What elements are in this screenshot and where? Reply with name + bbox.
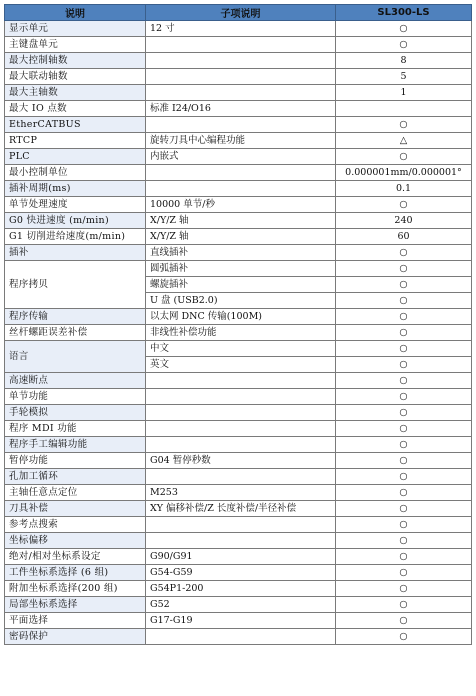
row-description: 平面选择 [5, 613, 146, 629]
table-row [5, 133, 472, 149]
row-sub-item [146, 181, 336, 197]
row-value: ○ [336, 405, 472, 421]
row-description: 显示单元 [5, 21, 146, 37]
table-row [5, 517, 472, 533]
row-value: ○ [336, 357, 472, 373]
row-description: 绝对/相对坐标系设定 [5, 549, 146, 565]
row-description: 参考点搜索 [5, 517, 146, 533]
row-value: 5 [336, 69, 472, 85]
row-value: ○ [336, 245, 472, 261]
row-value: ○ [336, 277, 472, 293]
row-sub-item: G52 [146, 597, 336, 613]
row-sub-item [146, 469, 336, 485]
table-row [5, 261, 472, 277]
table-row [5, 613, 472, 629]
row-value: ○ [336, 469, 472, 485]
row-value: ○ [336, 565, 472, 581]
table-row [5, 53, 472, 69]
table-row [5, 485, 472, 501]
table-row [5, 37, 472, 53]
row-description: 最大 IO 点数 [5, 101, 146, 117]
row-description: 插补周期(ms) [5, 181, 146, 197]
row-value: ○ [336, 149, 472, 165]
table-row [5, 469, 472, 485]
row-description: 高速断点 [5, 373, 146, 389]
table-row [5, 501, 472, 517]
table-row [5, 421, 472, 437]
row-sub-item: 螺旋插补 [146, 277, 336, 293]
row-description: 刀具补偿 [5, 501, 146, 517]
row-sub-item: 以太网 DNC 传输(100M) [146, 309, 336, 325]
row-sub-item [146, 53, 336, 69]
table-row [5, 197, 472, 213]
row-description: 程序手工编辑功能 [5, 437, 146, 453]
row-description: 最大控制轴数 [5, 53, 146, 69]
row-value: ○ [336, 37, 472, 53]
row-sub-item [146, 629, 336, 645]
table-row [5, 213, 472, 229]
row-description: 最大联动轴数 [5, 69, 146, 85]
table-row [5, 325, 472, 341]
row-value: ○ [336, 21, 472, 37]
row-description: 丝杆螺距误差补偿 [5, 325, 146, 341]
row-sub-item [146, 389, 336, 405]
row-value: ○ [336, 597, 472, 613]
row-sub-item: 非线性补偿功能 [146, 325, 336, 341]
row-description: G1 切削进给速度(m/min) [5, 229, 146, 245]
row-sub-item: 直线插补 [146, 245, 336, 261]
row-description: 程序 MDI 功能 [5, 421, 146, 437]
row-sub-item: G54P1-200 [146, 581, 336, 597]
table-row [5, 165, 472, 181]
row-sub-item: 圆弧插补 [146, 261, 336, 277]
row-sub-item: 中文 [146, 341, 336, 357]
table-row [5, 373, 472, 389]
row-value [336, 101, 472, 117]
row-value: 0.000001mm/0.000001° [336, 165, 472, 181]
table-row [5, 565, 472, 581]
table-row [5, 21, 472, 37]
table-row [5, 181, 472, 197]
table-row [5, 149, 472, 165]
row-description: 语言 [5, 341, 146, 373]
row-sub-item: G90/G91 [146, 549, 336, 565]
table-row [5, 309, 472, 325]
table-row [5, 69, 472, 85]
row-description: 程序传输 [5, 309, 146, 325]
row-value: ○ [336, 325, 472, 341]
row-sub-item: 英文 [146, 357, 336, 373]
row-sub-item: X/Y/Z 轴 [146, 213, 336, 229]
row-sub-item: 12 寸 [146, 21, 336, 37]
row-sub-item: 内嵌式 [146, 149, 336, 165]
row-sub-item [146, 437, 336, 453]
table-row [5, 341, 472, 357]
row-sub-item [146, 37, 336, 53]
spec-table [4, 4, 472, 645]
row-value: ○ [336, 613, 472, 629]
row-value: ○ [336, 117, 472, 133]
row-sub-item: 10000 单节/秒 [146, 197, 336, 213]
row-value: 240 [336, 213, 472, 229]
row-description: 手轮模拟 [5, 405, 146, 421]
row-description: 插补 [5, 245, 146, 261]
row-description: RTCP [5, 133, 146, 149]
row-description: 单节处理速度 [5, 197, 146, 213]
row-sub-item [146, 165, 336, 181]
row-sub-item: XY 偏移补偿/Z 长度补偿/半径补偿 [146, 501, 336, 517]
row-description: EtherCATBUS [5, 117, 146, 133]
table-row [5, 117, 472, 133]
row-description: 程序拷贝 [5, 261, 146, 309]
row-sub-item: U 盘 (USB2.0) [146, 293, 336, 309]
row-description: 密码保护 [5, 629, 146, 645]
row-description: G0 快进速度 (m/min) [5, 213, 146, 229]
row-value: ○ [336, 437, 472, 453]
table-row [5, 245, 472, 261]
row-sub-item [146, 421, 336, 437]
table-row [5, 405, 472, 421]
row-value: ○ [336, 293, 472, 309]
row-sub-item [146, 117, 336, 133]
table-row [5, 229, 472, 245]
row-value: 8 [336, 53, 472, 69]
row-value: ○ [336, 581, 472, 597]
row-sub-item [146, 373, 336, 389]
row-sub-item: M253 [146, 485, 336, 501]
row-value: ○ [336, 421, 472, 437]
table-row [5, 453, 472, 469]
table-body [5, 21, 472, 645]
header-model: SL300-LS [336, 5, 472, 21]
row-sub-item [146, 85, 336, 101]
row-description: 孔加工循环 [5, 469, 146, 485]
row-value: ○ [336, 485, 472, 501]
table-row [5, 533, 472, 549]
table-row [5, 549, 472, 565]
row-value: ○ [336, 261, 472, 277]
row-value: ○ [336, 533, 472, 549]
row-value: ○ [336, 517, 472, 533]
row-description: 主轴任意点定位 [5, 485, 146, 501]
row-description: 工件坐标系选择 (6 组) [5, 565, 146, 581]
row-value: 1 [336, 85, 472, 101]
row-description: 最大主轴数 [5, 85, 146, 101]
table-row [5, 437, 472, 453]
table-row [5, 101, 472, 117]
row-value: ○ [336, 629, 472, 645]
row-sub-item: G17-G19 [146, 613, 336, 629]
header-row [5, 5, 472, 21]
header-description: 说明 [5, 5, 146, 21]
table-row [5, 629, 472, 645]
row-value: ○ [336, 501, 472, 517]
row-description: 局部坐标系选择 [5, 597, 146, 613]
row-description: 最小控制单位 [5, 165, 146, 181]
row-sub-item: G54-G59 [146, 565, 336, 581]
row-value: 0.1 [336, 181, 472, 197]
row-description: 主键盘单元 [5, 37, 146, 53]
row-description: PLC [5, 149, 146, 165]
table-row [5, 581, 472, 597]
row-value: ○ [336, 373, 472, 389]
row-description: 单节功能 [5, 389, 146, 405]
row-description: 暂停功能 [5, 453, 146, 469]
table-row [5, 85, 472, 101]
row-value: ○ [336, 389, 472, 405]
row-value: ○ [336, 341, 472, 357]
row-value: ○ [336, 197, 472, 213]
row-sub-item [146, 533, 336, 549]
row-description: 坐标偏移 [5, 533, 146, 549]
row-sub-item [146, 405, 336, 421]
row-sub-item: 旋转刀具中心编程功能 [146, 133, 336, 149]
row-value: ○ [336, 309, 472, 325]
row-sub-item: G04 暂停秒数 [146, 453, 336, 469]
row-sub-item [146, 517, 336, 533]
row-sub-item: 标准 I24/O16 [146, 101, 336, 117]
row-sub-item [146, 69, 336, 85]
row-value: ○ [336, 549, 472, 565]
row-value: △ [336, 133, 472, 149]
header-sub-item: 子项说明 [146, 5, 336, 21]
table-row [5, 389, 472, 405]
row-value: 60 [336, 229, 472, 245]
table-row [5, 597, 472, 613]
row-description: 附加坐标系选择(200 组) [5, 581, 146, 597]
row-value: ○ [336, 453, 472, 469]
row-sub-item: X/Y/Z 轴 [146, 229, 336, 245]
